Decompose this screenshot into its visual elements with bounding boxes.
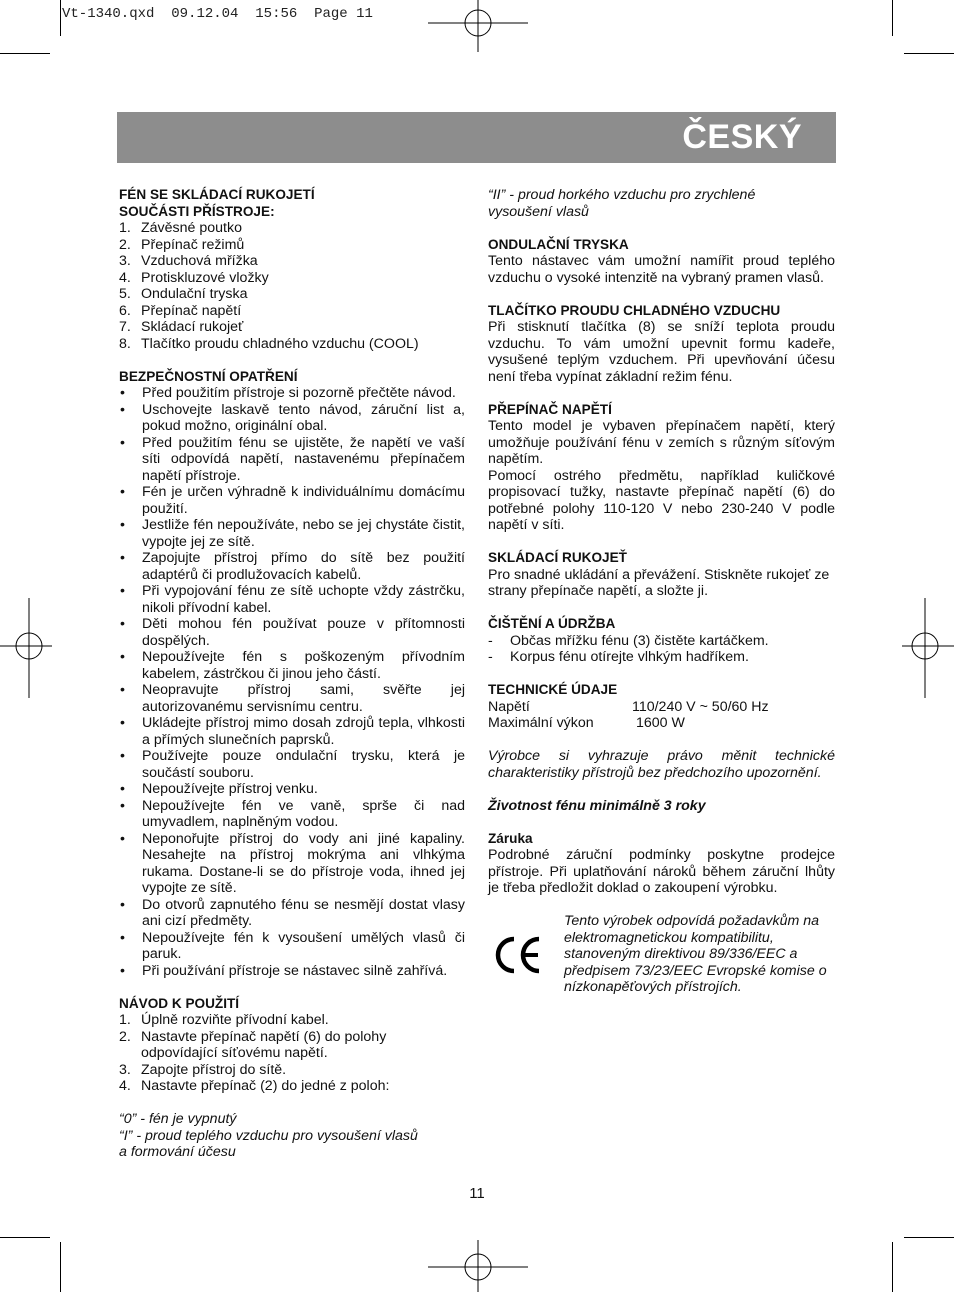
nozzle-text: Tento nástavec vám umožní namířit proud teplého vzduchu o vysoké intenzitě na vybraný pramen vlasů.: [488, 253, 835, 286]
list-item: 5. Ondulační tryska: [119, 286, 248, 302]
crop-mark: [904, 53, 954, 54]
bullet-marker: •: [120, 550, 125, 566]
ce-mark-icon: [488, 913, 564, 995]
registration-mark-left: [0, 598, 52, 698]
bullet-marker: •: [120, 748, 125, 764]
list-item: • Před použitím přístroje si pozorně přečtěte návod.: [120, 385, 456, 401]
list-item: 4. Nastavte přepínač (2) do jedné z poloh:: [119, 1078, 390, 1094]
mode-off: “0” - fén je vypnutý: [119, 1111, 237, 1127]
list-item: 2. Nastavte přepínač napětí (6) do polohy odpovídající síťovému napětí.: [119, 1028, 387, 1061]
ce-compliance: [488, 913, 835, 996]
bullet-marker: •: [120, 715, 125, 731]
lifetime-note: Životnost fénu minimálně 3 roky: [488, 797, 706, 814]
list-item: - Občas mřížku fénu (3) čistěte kartáčkem.: [488, 632, 769, 649]
list-item: • Používejte pouze ondulační trysku, která je součástí souboru.: [120, 748, 465, 781]
list-item: 4. Protiskluzové vložky: [119, 269, 269, 286]
page-number: 11: [469, 1185, 485, 1202]
list-item: • Při vypojování fénu ze sítě uchopte vždy zástrčku, nikoli přívodní kabel.: [120, 583, 465, 616]
bullet-marker: •: [120, 385, 125, 401]
bullet-marker: •: [120, 434, 125, 451]
list-item: • Nepoužívejte fén ve vaně, sprše či nad umyvadlem, naplněným vodou.: [120, 797, 465, 830]
registration-mark-bottom: [428, 1240, 528, 1292]
list-item: 3. Vzduchová mřížka: [119, 253, 258, 269]
slug-date: 09.12.04: [171, 6, 239, 22]
print-slug: [62, 6, 373, 22]
nozzle-heading: ONDULAČNÍ TRYSKA: [488, 236, 629, 252]
product-title: FÉN SE SKLÁDACÍ RUKOJETÍ: [119, 187, 315, 202]
usage-heading: NÁVOD K POUŽITÍ: [119, 995, 240, 1011]
list-item: • Neponořujte přístroj do vody ani jiné kapaliny. Nesahejte na přístroj mokrýma ani vlhkýma rukama. Dostane-li se do přístroje voda, ihned jej vypojte ze sítě.: [120, 830, 465, 896]
parts-heading: SOUČÁSTI PŘÍSTROJE:: [119, 203, 275, 219]
slug-file: Vt-1340.qxd: [62, 6, 155, 22]
language-header-band: [117, 112, 836, 163]
warranty-text: Podrobné záruční podmínky poskytne prodejce přístroje. Při uplatňování nároků během záruční lhůty je třeba předložit doklad o zakoupení výrobku.: [488, 847, 835, 896]
cool-text: Při stisknutí tlačítka (8) se sníží teplota proudu vzduchu. To vám umožní upevnit formu kadeře, vysušené teplým vzduchem. Při upevňování účesu není třeba vypínat základní režim fénu.: [488, 319, 835, 385]
bullet-marker: •: [120, 962, 125, 979]
voltage-text-1: Tento model je vybaven přepínačem napětí, který umožňuje používání fénu v zemích s různým síťovým napětím.: [488, 418, 835, 467]
care-heading: ČIŠTĚNÍ A ÚDRŽBA: [488, 616, 616, 631]
bullet-marker: •: [120, 583, 125, 599]
bullet-marker: •: [120, 896, 125, 913]
spec-row: Maximální výkon 1600 W: [488, 715, 685, 731]
tech-heading: TECHNICKÉ ÚDAJE: [488, 682, 618, 697]
voltage-heading: PŘEPÍNAČ NAPĚTÍ: [488, 401, 612, 417]
list-item: 1. Závěsné poutko: [119, 220, 242, 236]
parts-list: [119, 220, 465, 352]
list-item: • Do otvorů zapnutého fénu se nesmějí dostat vlasy ani cizí předměty.: [120, 896, 465, 929]
bullet-marker: •: [120, 797, 125, 814]
handle-heading: SKLÁDACÍ RUKOJEŤ: [488, 550, 627, 565]
registration-mark-top: [428, 0, 528, 52]
list-item: • Neopravujte přístroj sami, svěřte jej autorizovanému servisnímu centru.: [120, 682, 465, 715]
slug-time: 15:56: [255, 6, 298, 22]
list-item: • Nepoužívejte fén k vysoušení umělých vlasů či paruk.: [120, 929, 465, 962]
bullet-marker: •: [120, 401, 125, 418]
registration-mark-right: [902, 598, 954, 698]
list-item: • Zapojujte přístroj přímo do sítě bez použití adaptérů či prodlužovacích kabelů.: [120, 550, 465, 583]
crop-mark: [0, 1237, 50, 1238]
bullet-marker: •: [120, 682, 125, 698]
list-item: • Uschovejte laskavě tento návod, záruční list a, pokud možno, originální obal.: [120, 401, 465, 434]
bullet-marker: •: [120, 781, 125, 797]
spec-row: Napětí 110/240 V ~ 50/60 Hz: [488, 698, 769, 715]
crop-mark: [60, 1242, 61, 1292]
ce-text: Tento výrobek odpovídá požadavkům na elektromagnetickou kompatibilitu, stanoveným direktivou 89/336/EEC a předpisem 73/23/EEC Evropské komise o nízkonapěťových přístrojích.: [564, 913, 827, 995]
list-item: • Nepoužívejte přístroj venku.: [120, 781, 318, 797]
manufacturer-note: Výrobce si vyhrazuje právo měnit technické charakteristiky přístrojů bez předchozího upozornění.: [488, 748, 835, 781]
list-item: 1. Úplně rozviňte přívodní kabel.: [119, 1012, 329, 1028]
crop-mark: [904, 1237, 954, 1238]
warranty-heading: Záruka: [488, 830, 533, 846]
mode-hot: “II” - proud horkého vzduchu pro zrychlené vysoušení vlasů: [488, 187, 756, 220]
crop-mark: [892, 1242, 893, 1292]
list-item: - Korpus fénu otírejte vlhkým hadříkem.: [488, 649, 749, 665]
usage-list: [119, 1012, 465, 1095]
mode-warm: “I” - proud teplého vzduchu pro vysoušení vlasů a formování účesu: [119, 1127, 418, 1160]
list-item: 8. Tlačítko proudu chladného vzduchu (COOL): [119, 335, 419, 352]
safety-list: [119, 385, 465, 979]
slug-page: Page 11: [314, 6, 373, 22]
bullet-marker: •: [120, 484, 125, 500]
list-item: 6. Přepínač napětí: [119, 302, 242, 319]
right-column: [488, 187, 835, 996]
left-column: [119, 187, 465, 1161]
bullet-marker: •: [120, 929, 125, 946]
language-title: ČESKÝ: [682, 118, 802, 156]
safety-heading: BEZPEČNOSTNÍ OPATŘENÍ: [119, 368, 298, 384]
list-item: • Jestliže fén nepoužíváte, nebo se jej chystáte čistit, vypojte jej ze sítě.: [120, 517, 465, 550]
list-item: • Děti mohou fén používat pouze v přítomnosti dospělých.: [120, 616, 465, 649]
bullet-marker: •: [120, 830, 125, 847]
voltage-text-2: Pomocí ostrého předmětu, například kuličkové propisovací tužky, nastavte přepínač napětí (6) do potřebné polohy 110-120 V nebo 230-240 V podle napětí v síti.: [488, 467, 835, 533]
cool-heading: TLAČÍTKO PROUDU CHLADNÉHO VZDUCHU: [488, 302, 781, 318]
bullet-marker: •: [120, 616, 125, 632]
bullet-marker: •: [120, 649, 125, 665]
list-item: 7. Skládací rukojeť: [119, 319, 244, 335]
list-item: • Před použitím fénu se ujistěte, že napětí ve vaší síti odpovídá napětí, nastavenému přepínačem napětí přístroje.: [120, 434, 465, 484]
list-item: • Fén je určen výhradně k individuálnímu domácímu použití.: [120, 484, 465, 517]
crop-mark: [60, 0, 61, 36]
bullet-marker: •: [120, 517, 125, 533]
list-item: • Při používání přístroje se nástavec silně zahřívá.: [120, 962, 448, 979]
list-item: 2. Přepínač režimů: [119, 236, 245, 253]
list-item: 3. Zapojte přístroj do sítě.: [119, 1061, 287, 1078]
crop-mark: [892, 0, 893, 36]
list-item: • Ukládejte přístroj mimo dosah zdrojů tepla, vlhkosti a přímých slunečních paprsků.: [120, 715, 465, 748]
handle-text: Pro snadné ukládání a převážení. Stiskněte rukojeť ze strany přepínače napětí, a složte ji.: [488, 566, 830, 599]
crop-mark: [0, 53, 50, 54]
list-item: • Nepoužívejte fén s poškozeným přívodním kabelem, zástrčkou či jinou jeho částí.: [120, 649, 465, 682]
